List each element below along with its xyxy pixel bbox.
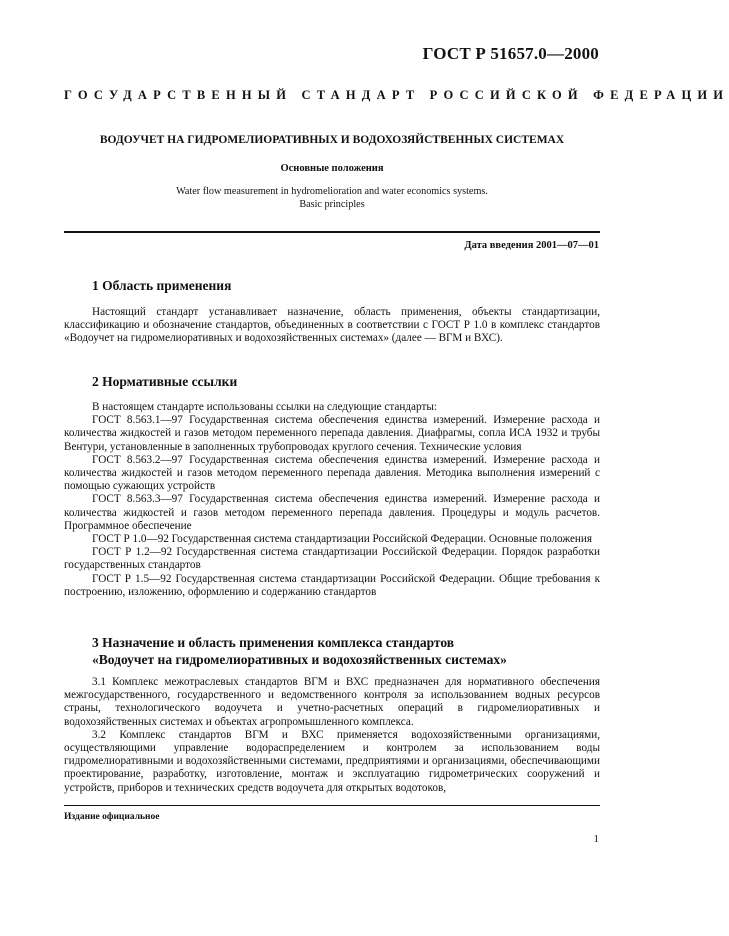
reference-item: ГОСТ 8.563.3—97 Государственная система обеспечения единства измерений. Измерение расхода и количества жидкостей и газов методом переменного перепада давления. Процедуры и модуль расчетов. Программное обеспечение <box>64 493 600 532</box>
clause-3-2: 3.2 Комплекс стандартов ВГМ и ВХС применяется водохозяйственными организациями, осуществляющими управление водораспределением и контролем за использованием воды гидромелиоративными и водохозяйственными системами, предприятиями и организациями, обеспечивающими проектирование, разработку, изготовление, монтаж и эксплуатацию гидрометрических сооружений и устройств, приборов и технических средств водоучета для открытых водотоков, <box>64 728 600 794</box>
section-2-intro: В настоящем стандарте использованы ссылки на следующие стандарты: <box>92 401 437 413</box>
page-number: 1 <box>593 833 599 845</box>
reference-item: ГОСТ Р 1.2—92 Государственная система стандартизации Российской Федерации. Порядок разработки государственных стандартов <box>64 546 600 572</box>
document-code: ГОСТ Р 51657.0—2000 <box>422 44 599 63</box>
section-1-paragraph: Настоящий стандарт устанавливает назначение, область применения, объекты стандартизации, классификацию и обозначение стандартов, объединенных в соответствии с ГОСТ Р 1.0 в комплекс стандартов «Водоучет на гидромелиоративных и водохозяйственных системах» (далее — ВГМ и ВХС). <box>64 306 600 345</box>
section-1-body <box>64 306 600 346</box>
document-subtitle: Основные положения <box>280 163 384 174</box>
reference-item: ГОСТ Р 1.0—92 Государственная система стандартизации Российской Федерации. Основные положения <box>92 533 593 546</box>
section-3-heading-line1: 3 Назначение и область применения комплекса стандартов <box>92 635 455 650</box>
clause-3-1: 3.1 Комплекс межотраслевых стандартов ВГМ и ВХС предназначен для нормативного обеспечения межгосударственного, государственного и ведомственного контроля за использованием водных ресурсов страны, технологического водоучета и учетно-расчетных операций в гидромелиоративных и водохозяйственных системах и объектах агропромышленного комплекса. <box>64 676 600 728</box>
reference-item: ГОСТ 8.563.1—97 Государственная система обеспечения единства измерений. Измерение расхода и количества жидкостей и газов методом переменного перепада давления. Диафрагмы, сопла ИСА 1932 и трубы Вентури, установленные в заполненных трубопроводах круглого сечения. Технические условия <box>64 414 600 453</box>
section-3-body <box>64 676 600 795</box>
state-standard-banner: ГОСУДАРСТВЕННЫЙ СТАНДАРТ РОССИЙСКОЙ ФЕДЕРАЦИИ <box>64 88 729 102</box>
section-3-heading-line2: «Водоучет на гидромелиоративных и водохозяйственных системах» <box>92 652 507 667</box>
section-2-heading: 2 Нормативные ссылки <box>92 374 238 389</box>
intro-date: Дата введения 2001—07—01 <box>464 240 599 251</box>
section-3-heading <box>92 634 507 668</box>
reference-item: ГОСТ 8.563.2—97 Государственная система обеспечения единства измерений. Измерение расхода и количества жидкостей и газов методом переменного перепада давления. Методика выполнения измерений с помощью сужающих устройств <box>64 453 600 493</box>
section-2-body <box>64 401 600 599</box>
english-title-line2: Basic principles <box>299 199 365 210</box>
reference-item: ГОСТ Р 1.5—92 Государственная система стандартизации Российской Федерации. Общие требования к построению, изложению, оформлению и содержанию стандартов <box>64 572 600 598</box>
english-title-line1: Water flow measurement in hydromelioration and water economics systems. <box>176 186 488 197</box>
document-title: ВОДОУЧЕТ НА ГИДРОМЕЛИОРАТИВНЫХ И ВОДОХОЗЯЙСТВЕННЫХ СИСТЕМАХ <box>99 134 565 146</box>
official-edition-label: Издание официальное <box>64 812 160 822</box>
footer-divider <box>64 805 600 806</box>
section-1-heading: 1 Область применения <box>92 278 232 293</box>
english-title <box>64 185 600 211</box>
header-divider <box>64 231 600 233</box>
